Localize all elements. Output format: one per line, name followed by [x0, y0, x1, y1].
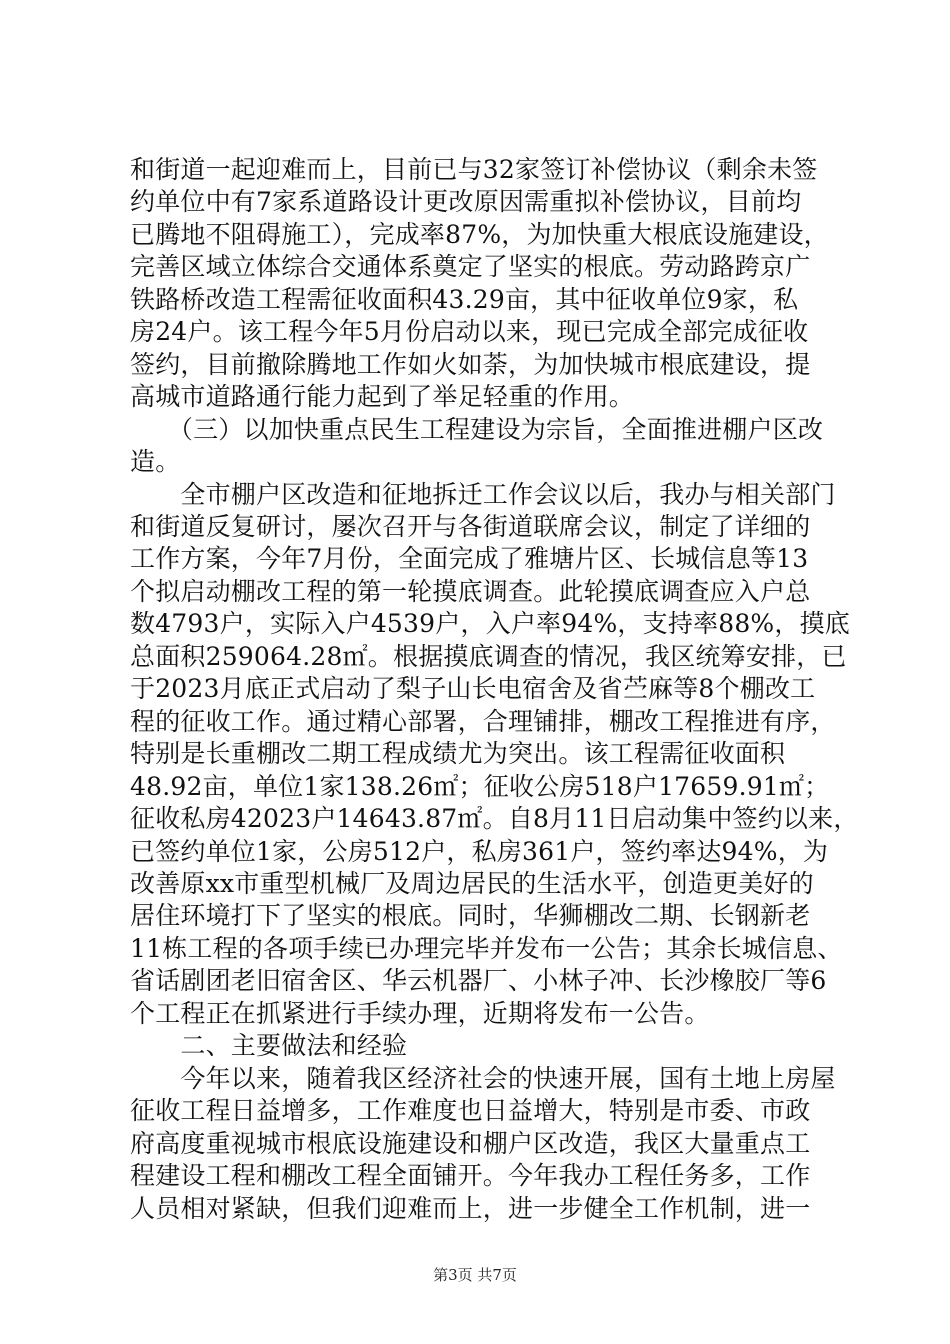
text-line: 造。	[130, 447, 181, 477]
document-body	[130, 154, 859, 1225]
text-line: 征收私房42023户14643.87㎡。自8月11日启动集中签约以来，	[130, 804, 859, 834]
text-line: 完善区域立体综合交通体系奠定了坚实的根底。劳动路跨京广	[130, 252, 811, 282]
text-line: 数4793户，实际入户4539户，入户率94%，支持率88%，摸底	[130, 609, 850, 639]
text-line: 铁路桥改造工程需征收面积43.29亩，其中征收单位9家，私	[130, 284, 799, 314]
text-line: 特别是长重棚改二期工程成绩尤为突出。该工程需征收面积	[130, 739, 786, 769]
page-footer: 第3页 共7页	[433, 1266, 517, 1284]
text-line: 个工程正在抓紧进行手续办理，近期将发布一公告。	[130, 998, 710, 1028]
text-line: 程建设工程和棚改工程全面铺开。今年我办工程任务多，工作	[130, 1161, 811, 1191]
text-line: 人员相对紧缺，但我们迎难而上，进一步健全工作机制，进一	[130, 1193, 811, 1223]
text-line: 工作方案，今年7月份，全面完成了雅塘片区、长城信息等13	[130, 544, 809, 574]
text-line: 省话剧团老旧宿舍区、华云机器厂、小林子冲、长沙橡胶厂等6	[130, 966, 827, 996]
text-line: 和街道一起迎难而上，目前已与32家签订补偿协议（剩余未签	[130, 155, 818, 184]
text-line: 程的征收工作。通过精心部署，合理铺排，棚改工程推进有序，	[130, 706, 836, 736]
text-line: 全市棚户区改造和征地拆迁工作会议以后，我办与相关部门	[130, 479, 836, 509]
text-line: 于2023月底正式启动了梨子山长电宿舍及省苎麻等8个棚改工	[130, 674, 816, 704]
text-line: 11栋工程的各项手续已办理完毕并发布一公告；其余长城信息、	[130, 933, 843, 963]
text-line: 已签约单位1家，公房512户，私房361户，签约率达94%，为	[130, 836, 829, 866]
text-line: 居住环境打下了坚实的根底。同时，华狮棚改二期、长钢新老	[130, 901, 811, 931]
text-line: 征收工程日益增多，工作难度也日益增大，特别是市委、市政	[130, 1096, 811, 1126]
text-line: 高城市道路通行能力起到了举足轻重的作用。	[130, 382, 635, 412]
text-line: 约单位中有7家系道路设计更改原因需重拟补偿协议，目前均	[130, 187, 802, 217]
text-line: 签约，目前撤除腾地工作如火如荼，为加快城市根底建设，提	[130, 349, 811, 379]
text-line: 府高度重视城市根底设施建设和棚户区改造，我区大量重点工	[130, 1128, 811, 1158]
text-line: 个拟启动棚改工程的第一轮摸底调查。此轮摸底调查应入户总	[130, 576, 811, 606]
text-line: 和街道反复研讨，屡次召开与各街道联席会议，制定了详细的	[130, 511, 811, 541]
text-line: 48.92亩，单位1家138.26㎡；征收公房518户17659.91㎡；	[130, 771, 830, 801]
text-line: 今年以来，随着我区经济社会的快速开展，国有土地上房屋	[130, 1063, 836, 1093]
text-line: 已腾地不阻碍施工），完成率87%，为加快重大根底设施建设，	[130, 219, 829, 249]
text-line: （三）以加快重点民生工程建设为宗旨，全面推进棚户区改	[130, 414, 824, 444]
text-line: 总面积259064.28㎡。根据摸底调查的情况，我区统筹安排，已	[130, 641, 847, 671]
text-line: 改善原xx市重型机械厂及周边居民的生活水平，创造更美好的	[130, 868, 814, 898]
text-line: 二、主要做法和经验	[130, 1031, 408, 1061]
text-line: 房24户。该工程今年5月份启动以来，现已完成全部完成征收	[130, 317, 809, 347]
